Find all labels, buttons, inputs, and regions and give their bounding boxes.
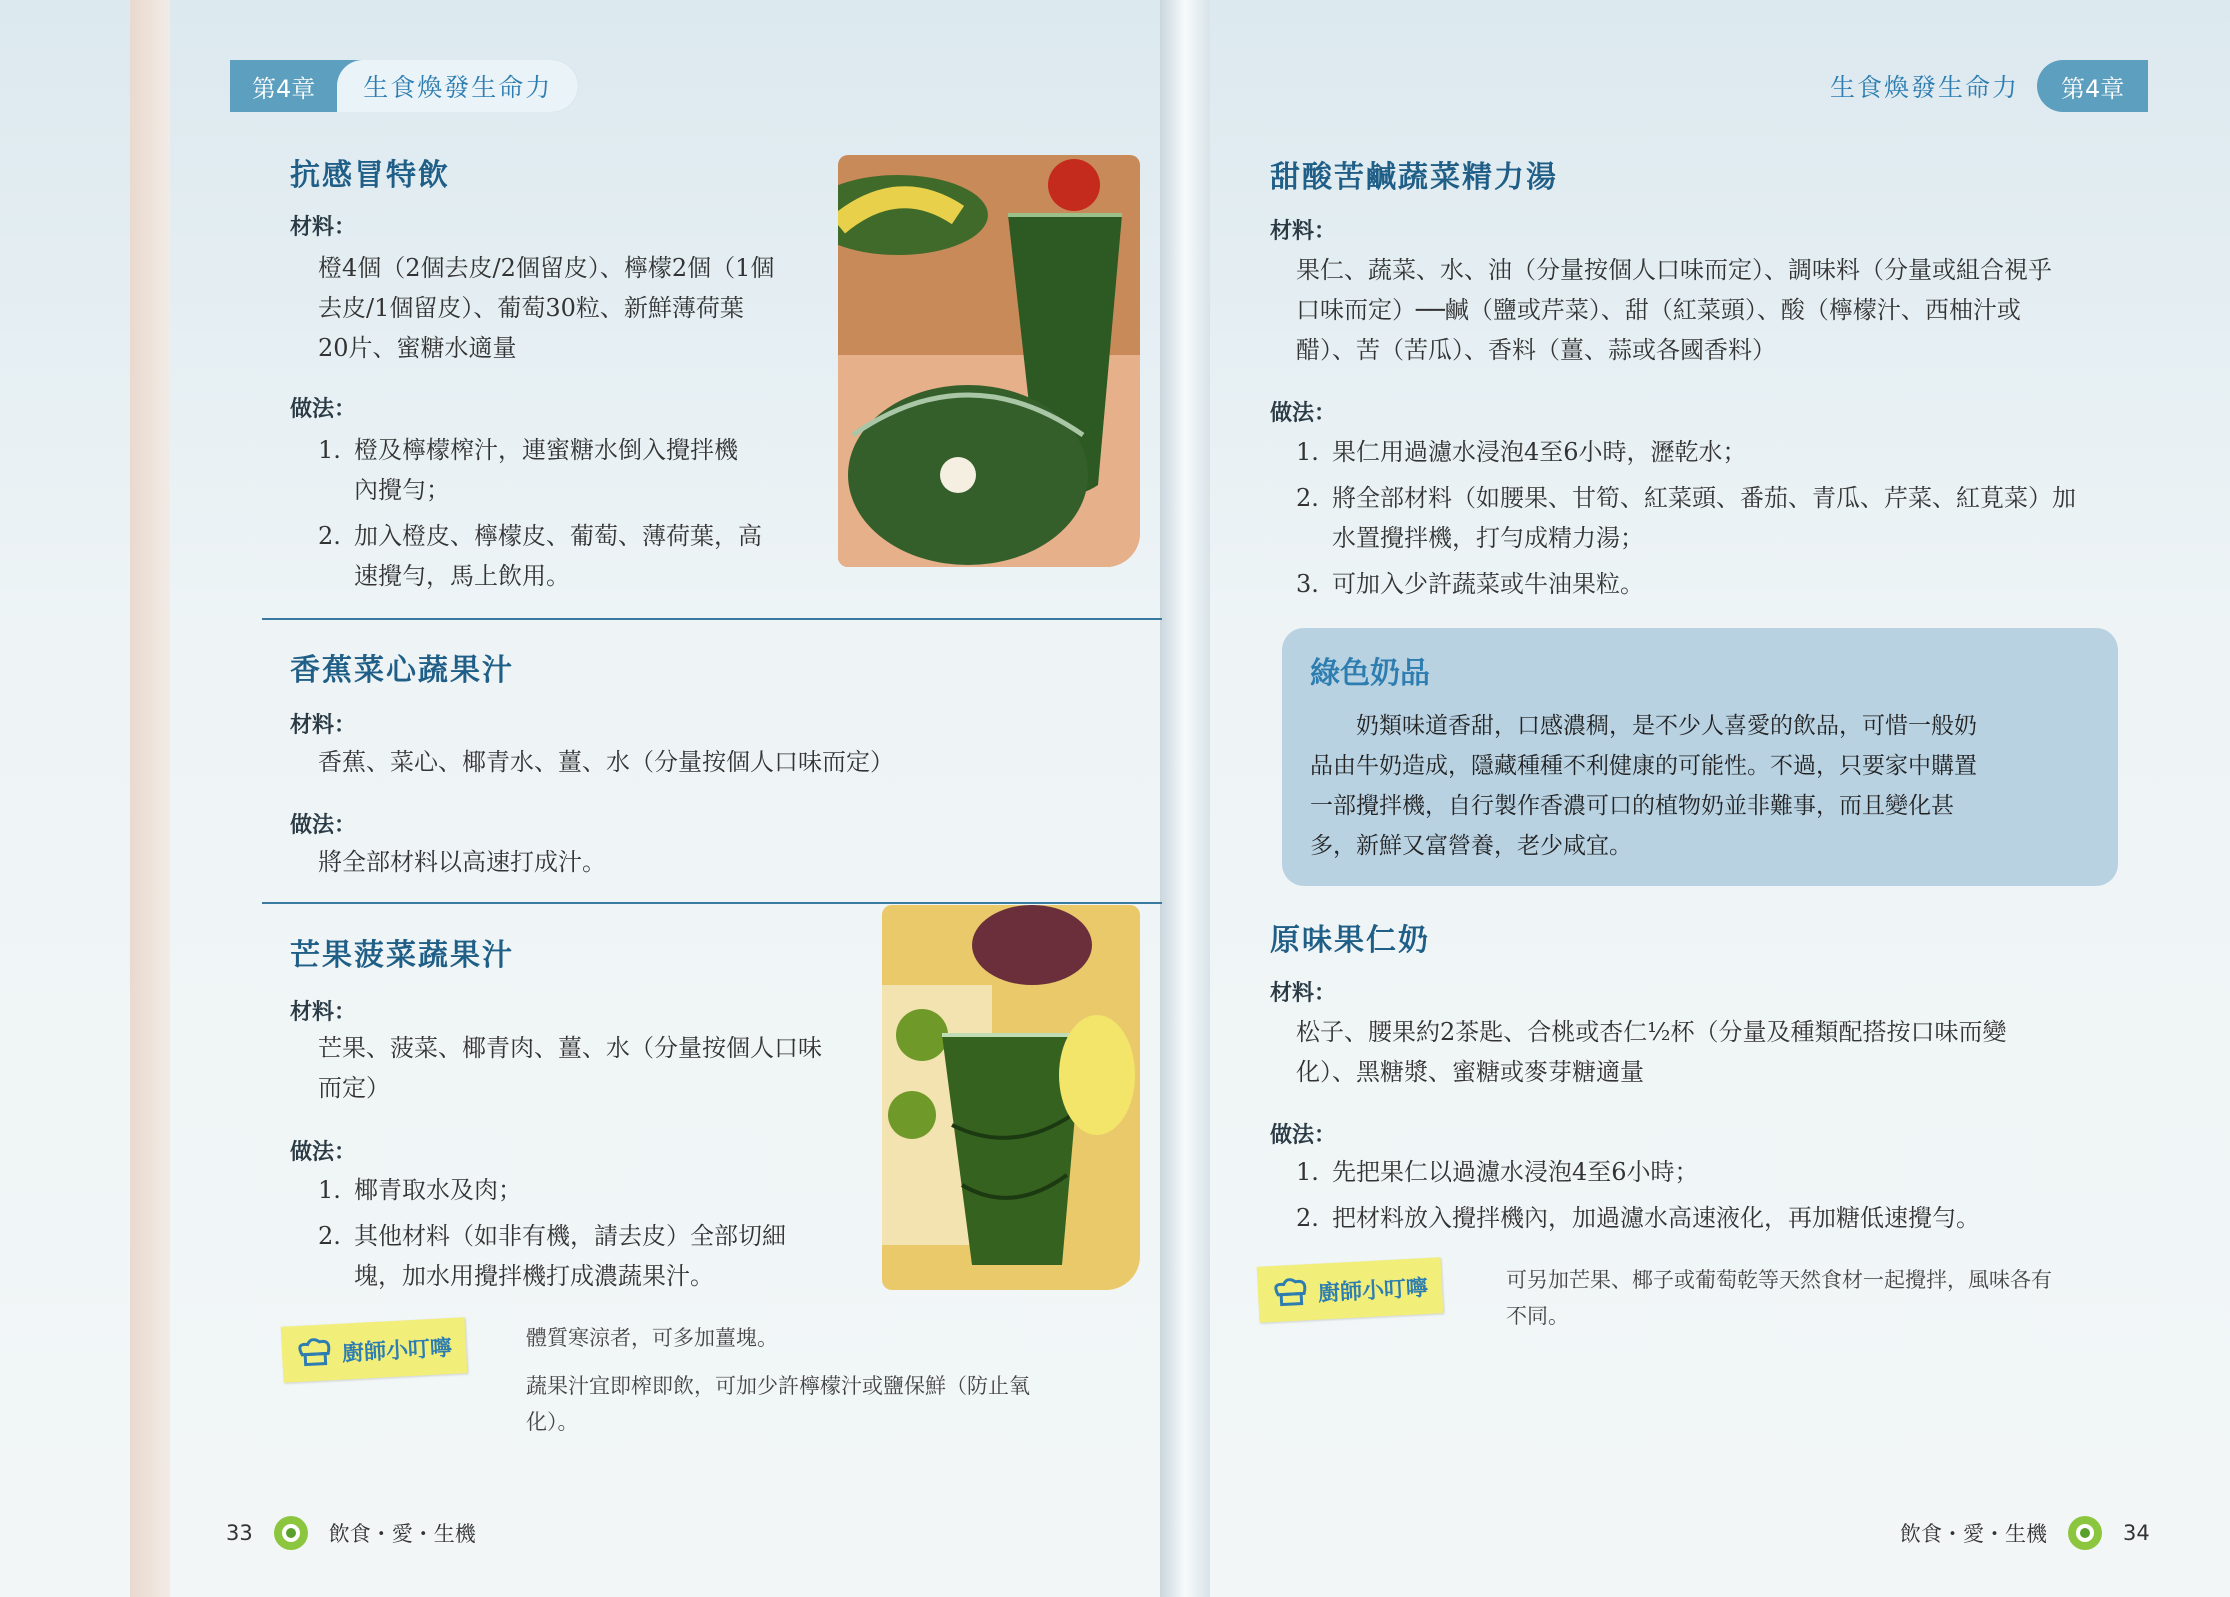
- ingredients-label: 材料：: [290, 1000, 357, 1025]
- step-item: 1. 果仁用過濾水浸泡4至6小時，瀝乾水；: [1296, 438, 1747, 466]
- step-item: 2. 把材料放入攪拌機內，加過濾水高速液化，再加糖低速攪勻。: [1296, 1204, 1980, 1232]
- step-item: 1. 先把果仁以過濾水浸泡4至6小時；: [1296, 1158, 1699, 1186]
- section-divider: [262, 902, 1162, 904]
- page-number: 34: [2123, 1521, 2150, 1545]
- method-label: 做法：: [1270, 401, 1337, 426]
- chef-hat-icon: [1271, 1277, 1311, 1309]
- recipe-title: 香蕉菜心蔬果汁: [290, 653, 514, 688]
- flower-logo-icon: [2065, 1513, 2105, 1553]
- page-edge: [130, 0, 170, 1597]
- chef-tip-label: 廚師小叮嚀: [1317, 1275, 1429, 1307]
- method-label: 做法：: [290, 813, 357, 838]
- chef-tip-badge: [1257, 1257, 1444, 1323]
- step-item: 2. 加入橙皮、檸檬皮、葡萄、薄荷葉，高 速攪勻，馬上飲用。: [318, 522, 762, 590]
- method-label: 做法：: [290, 1140, 357, 1165]
- method-label: 做法：: [1270, 1123, 1337, 1148]
- info-box-title: 綠色奶品: [1310, 656, 1430, 691]
- ingredients-text: 松子、腰果約2茶匙、合桃或杏仁½杯（分量及種類配搭按口味而變 化）、黑糖漿、蜜糖或麥芽糖適量: [1296, 1018, 2007, 1086]
- method-label: 做法：: [290, 397, 357, 422]
- ingredients-label: 材料：: [290, 215, 357, 240]
- left-chapter-header: [230, 60, 578, 112]
- chapter-title: 生食煥發生命力: [1830, 73, 2020, 102]
- chef-tip-badge: [281, 1317, 468, 1383]
- footer-title: 飲食・愛・生機: [1900, 1522, 2047, 1546]
- chapter-label: 第4章: [252, 74, 316, 103]
- recipe-title: 原味果仁奶: [1270, 923, 1430, 958]
- flower-logo-icon: [271, 1513, 311, 1553]
- right-footer: [1900, 1513, 2150, 1553]
- step-item: 2. 其他材料（如非有機，請去皮）全部切細 塊，加水用攪拌機打成濃蔬果汁。: [318, 1222, 786, 1290]
- ingredients-label: 材料：: [1270, 219, 1337, 244]
- chef-tip-text: 可另加芒果、椰子或葡萄乾等天然食材一起攪拌，風味各有 不同。: [1506, 1268, 2052, 1328]
- ingredients-text: 橙4個（2個去皮/2個留皮）、檸檬2個（1個 去皮/1個留皮）、葡萄30粒、新鮮薄荷葉 20片、蜜糖水適量: [318, 254, 775, 362]
- recipe-title: 甜酸苦鹹蔬菜精力湯: [1270, 160, 1558, 195]
- method-text: 將全部材料以高速打成汁。: [318, 848, 606, 876]
- right-chapter-header: [1830, 60, 2148, 112]
- green-juice-photo: [882, 905, 1140, 1290]
- recipe-title: 芒果菠菜蔬果汁: [290, 938, 514, 973]
- recipe-title: 抗感冒特飲: [290, 158, 450, 193]
- chef-tip-text: 體質寒涼者，可多加薑塊。 蔬果汁宜即榨即飲，可加少許檸檬汁或鹽保鮮（防止氧 化）。: [526, 1326, 1030, 1434]
- step-item: 3. 可加入少許蔬菜或牛油果粒。: [1296, 570, 1644, 598]
- info-box-text: 奶類味道香甜，口感濃稠，是不少人喜愛的飲品，可惜一般奶 品由牛奶造成，隱藏種種不利健康的可能性。不過，只要家中購置 一部攪拌機，自行製作香濃可口的植物奶並非難事，而且變化甚 多，新鮮又富營養，老少咸宜。: [1310, 713, 1977, 859]
- method-steps: [318, 1170, 878, 1302]
- chef-tip-label: 廚師小叮嚀: [341, 1335, 453, 1367]
- ingredients-text: 香蕉、菜心、椰青水、薑、水（分量按個人口味而定）: [318, 748, 894, 776]
- chapter-title: 生食煥發生命力: [337, 60, 578, 112]
- method-steps: [1296, 432, 2156, 610]
- left-footer: [226, 1513, 476, 1553]
- chef-hat-icon: [295, 1337, 335, 1369]
- method-steps: [1296, 1152, 2156, 1244]
- section-divider: [262, 618, 1162, 620]
- step-item: 1. 橙及檸檬榨汁，連蜜糖水倒入攪拌機 內攪勻；: [318, 436, 738, 504]
- green-drink-photo: [838, 155, 1140, 567]
- ingredients-text: 果仁、蔬菜、水、油（分量按個人口味而定）、調味料（分量或組合視乎 口味而定）──鹹（鹽或芹菜）、甜（紅菜頭）、酸（檸檬汁、西柚汁或 醋）、苦（苦瓜）、香料（薑、蒜或各國香料）: [1296, 256, 2052, 364]
- chapter-label: 第4章: [2037, 60, 2148, 112]
- footer-title: 飲食・愛・生機: [328, 1522, 476, 1546]
- green-milk-info-box: [1282, 628, 2118, 886]
- ingredients-text: 芒果、菠菜、椰青肉、薑、水（分量按個人口味 而定）: [318, 1034, 822, 1102]
- step-item: 2. 將全部材料（如腰果、甘筍、紅菜頭、番茄、青瓜、芹菜、紅莧菜）加 水置攪拌機，打勻成精力湯；: [1296, 484, 2076, 552]
- page-number: 33: [226, 1521, 253, 1545]
- method-steps: [318, 430, 838, 602]
- step-item: 1. 椰青取水及肉；: [318, 1176, 522, 1204]
- ingredients-label: 材料：: [1270, 981, 1337, 1006]
- ingredients-label: 材料：: [290, 713, 357, 738]
- book-gutter: [1160, 0, 1210, 1597]
